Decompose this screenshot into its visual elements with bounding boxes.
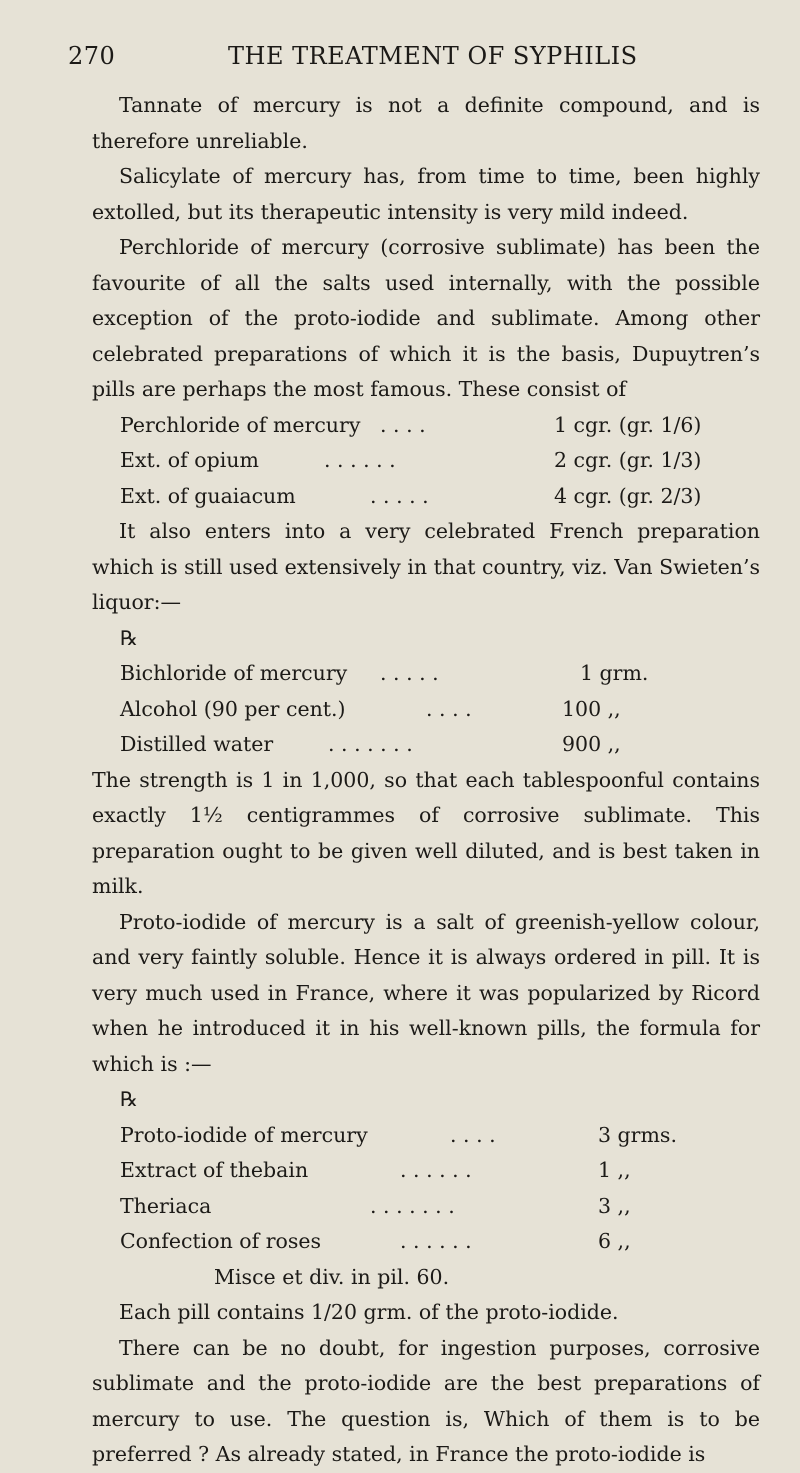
running-title: THE TREATMENT OF SYPHILIS (228, 42, 638, 70)
recipe-row (120, 1224, 760, 1260)
ingredient-quantity: 3 ,, (598, 1193, 631, 1218)
recipe-row (120, 656, 760, 692)
paragraph-strength: The strength is 1 in 1,000, so that each tablespoonful contains exactly 1½ centigrammes of corrosive sublimate. This preparation ought to be given well diluted, and is best taken in milk. (92, 767, 760, 898)
paragraph-tannate: Tannate of mercury is not a definite compound, and is therefore unreliable. (92, 93, 760, 153)
ricord-recipe (120, 1118, 760, 1296)
leader-dots: . . . . (450, 1122, 496, 1147)
ingredient-quantity: 4 cgr. (gr. 2/3) (554, 483, 702, 508)
ingredient-quantity: 3 grms. (598, 1122, 677, 1147)
leader-dots: . . . . . . (400, 1229, 472, 1253)
paragraph-conclusion: There can be no doubt, for ingestion purposes, corrosive sublimate and the proto-iodide are the best preparations of mercury to use. The question is, Which of them is to be preferred ? As already stated, in France the proto-iodide is (92, 1335, 760, 1466)
ingredient-name: Theriaca (120, 1193, 212, 1218)
page-number: 270 (68, 42, 116, 70)
leader-dots: . . . . . (380, 661, 439, 685)
leader-dots: . . . . . (370, 483, 429, 508)
leader-dots: . . . . . . . (328, 732, 413, 756)
recipe-row (120, 479, 760, 515)
leader-dots: . . . . (380, 412, 426, 437)
ingredient-quantity: 1 ,, (598, 1158, 631, 1182)
recipe-symbol: ℞ (120, 625, 138, 650)
ingredient-name: Perchloride of mercury (120, 412, 361, 437)
recipe-row (120, 692, 760, 728)
ingredient-quantity: 1 cgr. (gr. 1/6) (554, 412, 702, 437)
ingredient-name: Proto-iodide of mercury (120, 1122, 368, 1147)
ingredient-name: Alcohol (90 per cent.) (120, 696, 346, 721)
ingredient-name: Bichloride of mercury (120, 661, 348, 685)
paragraph-proto-iodide: Proto-iodide of mercury is a salt of greenish-yellow colour, and very faintly soluble. Hence it is always ordered in pill. It is very much used in France, where it was popularized by Ricord when he introduced it in his well-known pills, the formula for which is :— (92, 909, 760, 1076)
page-header (68, 42, 758, 76)
dupuytren-recipe (120, 408, 760, 515)
ingredient-name: Distilled water (120, 732, 274, 756)
ingredient-quantity: 6 ,, (598, 1229, 631, 1253)
paragraph-perchloride: Perchloride of mercury (corrosive sublimate) has been the favourite of all the salts used internally, with the possible exception of the proto-iodide and sublimate. Among other celebrated preparations of which it is the basis, Dupuytren’s pills are perhaps the most famous. These consist of (92, 235, 760, 401)
ingredient-quantity: 2 cgr. (gr. 1/3) (554, 448, 702, 472)
ingredient-quantity: 100 ,, (562, 696, 621, 721)
leader-dots: . . . . . . (400, 1158, 472, 1182)
leader-dots: . . . . . . . (370, 1193, 455, 1218)
recipe-row (120, 1153, 760, 1189)
recipe-row (120, 1118, 760, 1154)
paragraph-each-pill: Each pill contains 1/20 grm. of the proto-iodide. (119, 1300, 619, 1324)
ingredient-name: Extract of thebain (120, 1158, 309, 1182)
ingredient-name: Confection of roses (120, 1229, 322, 1253)
ingredient-quantity: 900 ,, (562, 732, 621, 756)
van-swieten-recipe (120, 656, 760, 763)
page-body (92, 88, 760, 1473)
leader-dots: . . . . (426, 696, 472, 721)
recipe-instruction: Misce et div. in pil. 60. (214, 1264, 450, 1289)
leader-dots: . . . . . . (324, 448, 396, 472)
recipe-row (120, 727, 760, 763)
recipe-row (120, 1189, 760, 1225)
recipe-row (120, 408, 760, 444)
recipe-symbol: ℞ (120, 1087, 138, 1111)
paragraph-salicylate: Salicylate of mercury has, from time to time, been highly extolled, but its therapeutic intensity is very mild indeed. (92, 164, 760, 224)
ingredient-name: Ext. of guaiacum (120, 483, 296, 508)
paragraph-van-swieten: It also enters into a very celebrated French preparation which is still used extensively in that country, viz. Van Swieten’s liquor:— (92, 519, 760, 614)
ingredient-quantity: 1 grm. (580, 661, 649, 685)
ingredient-name: Ext. of opium (120, 448, 259, 472)
recipe-row (120, 443, 760, 479)
